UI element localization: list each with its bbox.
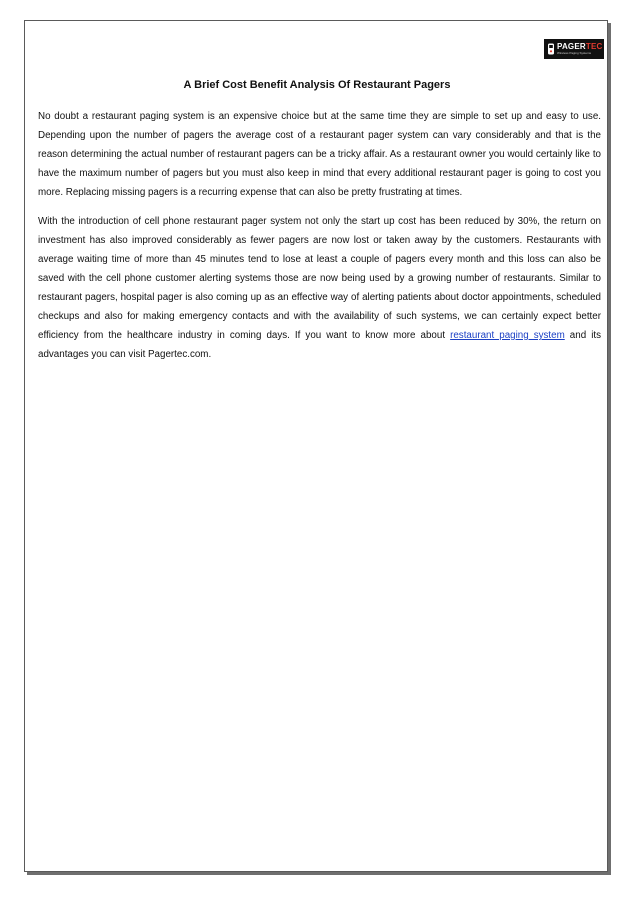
document-title: A Brief Cost Benefit Analysis Of Restaurant Pagers — [183, 79, 451, 91]
document-body — [38, 107, 601, 374]
restaurant-paging-system-link[interactable]: restaurant paging system — [450, 330, 565, 341]
logo-word-tec: TEC — [585, 42, 603, 51]
paragraph-2-text-after-link: and its advantages you can visit Pagertec.com. — [38, 330, 601, 360]
paragraph-2 — [38, 212, 601, 364]
logo-tagline: Wireless Paging Systems — [557, 51, 592, 55]
pagertec-logo — [544, 39, 604, 59]
paragraph-1: No doubt a restaurant paging system is an expensive choice but at the same time they are simple to set up and easy to use. Depending upon the number of pagers the average cost of a restaurant pager system can vary considerably and that is the reason determining the actual number of restaurant pagers can be a tricky affair. As a restaurant owner you would certainly like to have the maximum number of pagers but you must also keep in mind that every additional restaurant pager is going to cost you more. Replacing missing pagers is a recurring expense that can also be pretty frustrating at times. — [38, 111, 601, 198]
pager-device-icon — [547, 43, 555, 55]
logo-text — [557, 43, 602, 55]
paragraph-2-text-before-link: With the introduction of cell phone restaurant pager system not only the start up cost has been reduced by 30%, the return on investment has also improved considerably as fewer pagers are now lost or taken away by the customers. Restaurants with average waiting time of more than 45 minutes tend to lose at least a couple of pagers every month and this loss can also be saved with the cell phone customer alerting systems those are now being used by a growing number of restaurants. Similar to restaurant pagers, hospital pager is also coming up as an effective way of alerting patients about doctor appointments, scheduled checkups and also for making emergency contacts and with the availability of such systems, we can certainly expect better efficiency from the healthcare industry in coming days. If you want to know more about — [38, 216, 601, 341]
logo-wordmark — [557, 43, 602, 51]
document-page — [24, 20, 608, 872]
logo-word-pager: PAGER — [557, 42, 586, 51]
